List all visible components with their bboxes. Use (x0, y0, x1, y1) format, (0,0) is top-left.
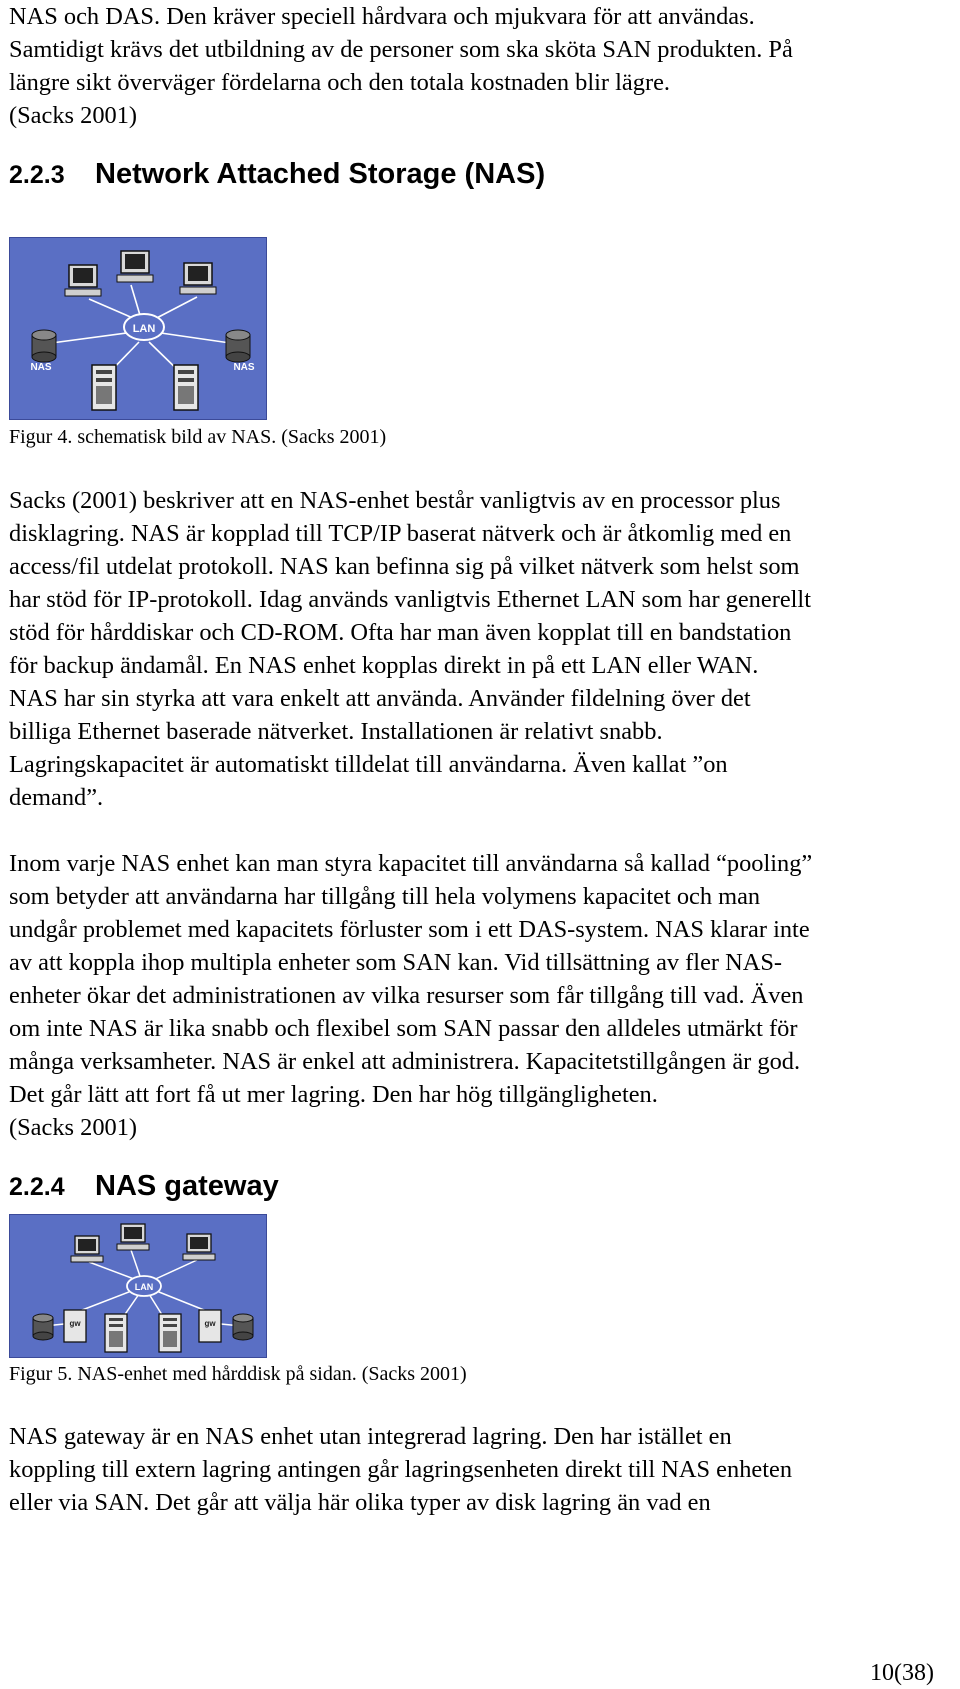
lan-label: LAN (132, 323, 156, 335)
text-line: Lagringskapacitet är automatiskt tilldelat till användarna. Även kallat ”on (9, 751, 728, 778)
workstation-icon (180, 263, 216, 294)
text-line: stöd för hårddiskar och CD-ROM. Ofta har man även kopplat till en bandstation (9, 619, 792, 646)
text-line: för backup ändamål. En NAS enhet kopplas direkt in på ett LAN eller WAN. (9, 652, 759, 679)
nas-network-illustration (9, 237, 267, 420)
text-line: om inte NAS är lika snabb och flexibel som SAN passar den alldeles utmärkt för (9, 1015, 798, 1042)
figure-5-caption: Figur 5. NAS-enhet med hårddisk på sidan. (Sacks 2001) (9, 1363, 467, 1385)
disk-icon (233, 1314, 253, 1340)
workstation-icon (117, 1224, 149, 1250)
text-line: (Sacks 2001) (9, 1114, 138, 1141)
text-line: av att koppla ihop multipla enheter som SAN kan. Vid tillsättning av fler NAS- (9, 949, 783, 976)
paragraph-nas-gateway (9, 1420, 939, 1519)
workstation-icon (71, 1236, 103, 1262)
disk-icon (33, 1314, 53, 1340)
nas-label-left: NAS (30, 362, 52, 373)
text-line: längre sikt överväger fördelarna och den totala kostnaden blir lägre. (9, 69, 670, 96)
page-number: 10(38) (870, 1660, 934, 1686)
lan-cloud-icon (127, 1276, 161, 1296)
text-line: många verksamheter. NAS är enkel att administrera. Kapacitetstillgången är god. (9, 1048, 801, 1075)
nas-label-right: NAS (233, 362, 255, 373)
text-line: disklagring. NAS är kopplad till TCP/IP baserat nätverk och är åtkomlig med en (9, 520, 792, 547)
nas-gateway-illustration (9, 1214, 267, 1358)
workstation-icon (117, 251, 153, 282)
lan-label: LAN (134, 1282, 154, 1292)
disk-icon (226, 330, 250, 362)
workstation-icon (65, 265, 101, 296)
figure-4-nas-diagram (9, 237, 267, 420)
intro-paragraph (9, 0, 939, 132)
section-number: 2.2.4 (9, 1173, 65, 1201)
section-heading-nas (9, 158, 545, 191)
workstation-icon (183, 1234, 215, 1260)
gateway-icon (64, 1310, 86, 1342)
lan-cloud-icon (124, 314, 164, 340)
paragraph-nas-description (9, 484, 939, 814)
text-line: koppling till extern lagring antingen går lagringsenheten direkt till NAS enheten (9, 1456, 793, 1483)
figure-4-caption: Figur 4. schematisk bild av NAS. (Sacks 2001) (9, 426, 387, 448)
gw-label-left: gw (69, 1319, 81, 1328)
text-line: access/fil utdelat protokoll. NAS kan befinna sig på vilket nätverk som helst som (9, 553, 800, 580)
paragraph-nas-pooling (9, 847, 939, 1144)
text-line: Sacks (2001) beskriver att en NAS-enhet består vanligtvis av en processor plus (9, 487, 781, 514)
server-icon (174, 365, 198, 410)
text-line: Inom varje NAS enhet kan man styra kapacitet till användarna så kallad “pooling” (9, 850, 813, 877)
server-icon (105, 1314, 127, 1352)
text-line: har stöd för IP-protokoll. Idag används vanligtvis Ethernet LAN som har generellt (9, 586, 811, 613)
text-line: Det går lätt att fort få ut mer lagring. Den har hög tillgängligheten. (9, 1081, 658, 1108)
text-line: demand”. (9, 784, 104, 811)
server-icon (92, 365, 116, 410)
text-line: billiga Ethernet baserade nätverket. Installationen är relativt snabb. (9, 718, 663, 745)
section-title: Network Attached Storage (NAS) (95, 158, 546, 190)
gw-label-right: gw (204, 1319, 216, 1328)
disk-icon (32, 330, 56, 362)
text-line: som betyder att användarna har tillgång till hela volymens kapacitet och man (9, 883, 761, 910)
figure-5-gateway-diagram (9, 1214, 267, 1358)
text-line: enheter ökar det administrationen av vilka resurser som får tillgång till vad. Även (9, 982, 804, 1009)
server-icon (159, 1314, 181, 1352)
text-line: (Sacks 2001) (9, 102, 138, 129)
gateway-icon (199, 1310, 221, 1342)
section-title: NAS gateway (95, 1170, 279, 1202)
text-line: NAS har sin styrka att vara enkelt att använda. Använder fildelning över det (9, 685, 751, 712)
text-line: Samtidigt krävs det utbildning av de personer som ska sköta SAN produkten. På (9, 36, 793, 63)
text-line: NAS och DAS. Den kräver speciell hårdvara och mjukvara för att användas. (9, 3, 755, 30)
text-line: undgår problemet med kapacitets förluster som i ett DAS-system. NAS klarar inte (9, 916, 810, 943)
text-line: eller via SAN. Det går att välja här olika typer av disk lagring än vad en (9, 1489, 711, 1516)
section-number: 2.2.3 (9, 161, 65, 189)
text-line: NAS gateway är en NAS enhet utan integrerad lagring. Den har istället en (9, 1423, 732, 1450)
section-heading-gateway (9, 1170, 279, 1203)
